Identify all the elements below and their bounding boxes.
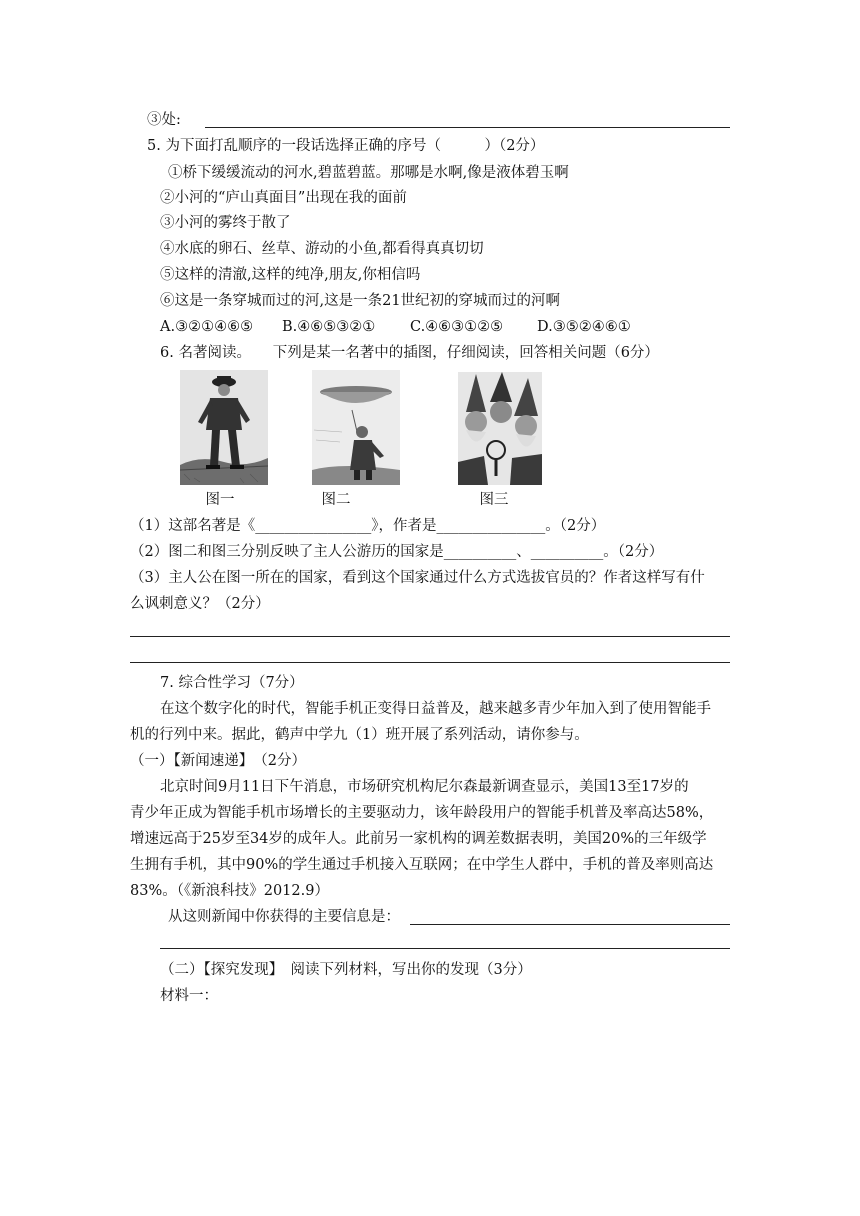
figure-3-image	[458, 372, 542, 485]
question-6-sub-2: （2）图二和图三分别反映了主人公游历的国家是__________、__________。（2分）	[130, 544, 664, 560]
figure-1-image	[180, 370, 268, 485]
news-line-2: 青少年正成为智能手机市场增长的主要驱动力，该年龄段用户的智能手机普及率高达58%，	[130, 805, 714, 821]
question-6-sub-3-line-2: 么讽刺意义？（2分）	[130, 596, 270, 612]
question-6-stem: 6. 名著阅读。 下列是某一名著中的插图，仔细阅读，回答相关问题（6分）	[160, 345, 659, 361]
figure-3-caption: 图三	[479, 492, 509, 508]
part-1-title: （一）【新闻速递】 （2分）	[130, 753, 306, 769]
question-7-intro-line-2: 机的行列中来。据此，鹤声中学九（1）班开展了系列活动，请你参与。	[130, 727, 589, 743]
sentence-1: ①桥下缓缓流动的河水,碧蓝碧蓝。那哪是水啊,像是液体碧玉啊	[168, 165, 569, 181]
question-7-intro-line-1: 在这个数字化的时代，智能手机正变得日益普及，越来越多青少年加入到了使用智能手	[160, 701, 711, 717]
answer-line[interactable]	[130, 662, 730, 663]
news-line-1: 北京时间9月11日下午消息，市场研究机构尼尔森最新调查显示，美国13至17岁的	[160, 779, 689, 795]
option-b[interactable]: B.④⑥⑤③②①	[282, 319, 376, 335]
answer-line[interactable]	[410, 924, 730, 925]
news-line-3: 增速远高于25岁至34岁的成年人。此前另一家机构的调差数据表明，美国20%的三年级学	[130, 831, 707, 847]
wizards-illustration-icon	[458, 372, 542, 485]
answer-line[interactable]	[130, 636, 730, 637]
blank-label-3: ③处:	[147, 112, 181, 128]
question-5-stem: 5. 为下面打乱顺序的一段话选择正确的序号（ ）（2分）	[147, 138, 545, 154]
figure-2-image	[312, 370, 400, 485]
sentence-6: ⑥这是一条穿城而过的河,这是一条21世纪初的穿城而过的河啊	[160, 293, 561, 309]
sentence-4: ④水底的卵石、丝草、游动的小鱼,都看得真真切切	[160, 241, 484, 257]
option-c[interactable]: C.④⑥③①②⑤	[410, 319, 504, 335]
part-2-title: （二）【探究发现】 阅读下列材料，写出你的发现（3分）	[160, 962, 532, 978]
figure-2-caption: 图二	[321, 492, 351, 508]
answer-line[interactable]	[205, 127, 730, 128]
sentence-3: ③小河的雾终于散了	[160, 215, 291, 231]
material-1-label: 材料一：	[160, 988, 218, 1004]
figure-1-caption: 图一	[205, 492, 235, 508]
sentence-5: ⑤这样的清澈,这样的纯净,朋友,你相信吗	[160, 267, 421, 283]
answer-line[interactable]	[160, 948, 730, 949]
question-7-title: 7. 综合性学习（7分）	[160, 675, 304, 691]
question-6-sub-1: （1）这部名著是《________________》，作者是_______________。（2分）	[130, 518, 606, 534]
question-6-sub-3-line-1: （3）主人公在图一所在的国家，看到这个国家通过什么方式选拔官员的？作者这样写有什	[130, 570, 705, 586]
news-line-5: 83%。（《新浪科技》2012.9）	[130, 883, 329, 899]
giant-gulliver-illustration-icon	[180, 370, 268, 485]
option-a[interactable]: A.③②①④⑥⑤	[160, 319, 254, 335]
flying-island-illustration-icon	[312, 370, 400, 485]
option-d[interactable]: D.③⑤②④⑥①	[537, 319, 631, 335]
news-line-4: 生拥有手机，其中90%的学生通过手机接入互联网；在中学生人群中，手机的普及率则高达	[130, 857, 714, 873]
news-question: 从这则新闻中你获得的主要信息是：	[168, 909, 400, 925]
sentence-2: ②小河的“庐山真面目”出现在我的面前	[160, 190, 407, 206]
